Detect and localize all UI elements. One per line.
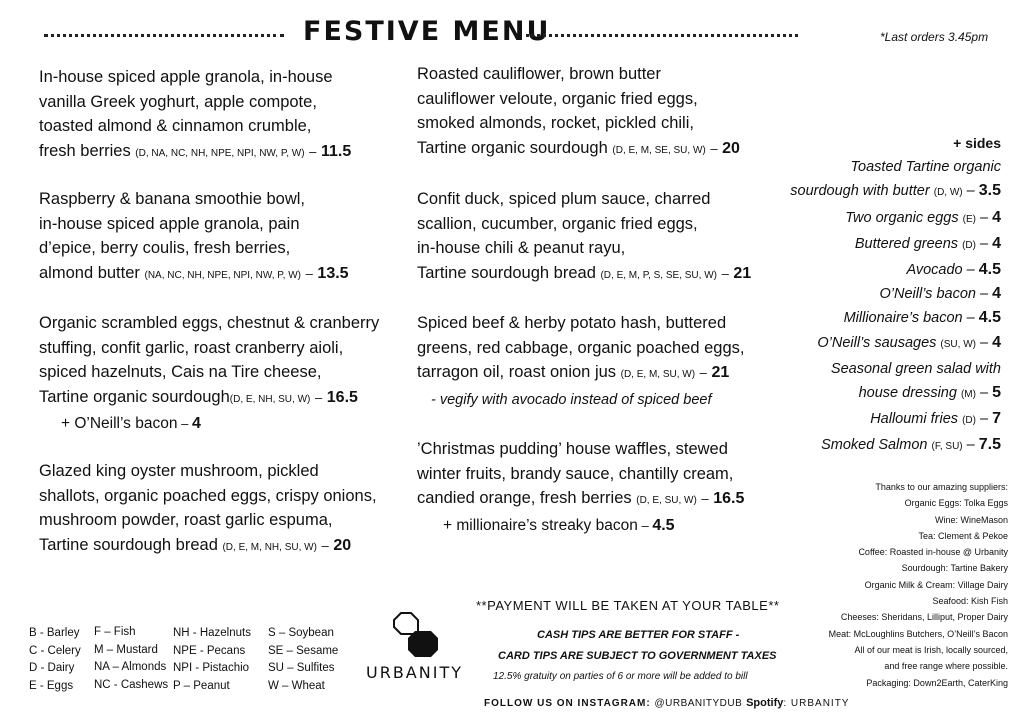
allergen-legend-col-2: F – Fish M – Mustard NA – Almonds NC - Cashews xyxy=(94,626,169,691)
brand-name: URBANITY xyxy=(366,663,463,682)
side-item: Two organic eggs (E) – 4 xyxy=(845,208,1001,226)
allergen-codes: (NA, NC, NH, NPE, NPI, NW, P, W) xyxy=(144,269,301,281)
spotify-label: Spotify xyxy=(746,697,784,709)
price: 21 xyxy=(733,264,752,282)
title-divider-right xyxy=(526,22,798,37)
side-item: Avocado – 4.5 xyxy=(906,261,1001,279)
allergen-codes: (D, NA, NC, NH, NPE, NPI, NW, P, W) xyxy=(135,147,305,159)
dish-scrambled-eggs: Organic scrambled eggs, chestnut & cranberry stuffing, confit garlic, roast cranberry aioli, spiced hazelnuts, Cais na Tire cheese, Tartine organic sourdough(D, E, NH, SU, W) – 16.5 + O’Neill’s bacon – 4 xyxy=(39,311,379,437)
side-item: sourdough with butter (D, W) – 3.5 xyxy=(790,182,1001,200)
dish-confit-duck: Confit duck, spiced plum sauce, charred scallion, cucumber, organic fried eggs, in-house chili & peanut rayu, Tartine sourdough bread (D, E, M, P, S, SE, SU, W) – 21 xyxy=(417,190,752,282)
payment-notice: **PAYMENT WILL BE TAKEN AT YOUR TABLE** xyxy=(476,598,780,613)
sides-list: + sides Toasted Tartine organic sourdough with butter (D, W) – 3.5 Two organic eggs (E) – 4 Buttered greens (D) – 4 Avocado – 4.5 O’Neill’s bacon – 4 Millionaire’s bacon – 4.5 O’Neill’s sausages (SU, W) – 4 Seasonal green salad with house dressing (M) – 5 Halloumi fries (D) – 7 Smoked Salmon (F, SU) – 7.5 xyxy=(790,131,1001,460)
allergen-legend-col-4: S – Soybean SE – Sesame SU – Sulfites W – Wheat xyxy=(268,627,339,692)
allergen-codes: (D, E, NH, SU, W) xyxy=(229,393,311,405)
allergen-codes: (D, E, M, SU, W) xyxy=(620,369,696,380)
allergen-codes: (D, E, M, P, S, SE, SU, W) xyxy=(600,269,717,281)
dish-waffles: ’Christmas pudding’ house waffles, stewed winter fruits, brandy sauce, chantilly cream, candied orange, fresh berries (D, E, SU, W) – 16.5 + millionaire’s streaky bacon – 4.5 xyxy=(417,437,744,538)
price: 11.5 xyxy=(321,142,352,160)
urbanity-logo-icon xyxy=(392,612,440,658)
side-item: Buttered greens (D) – 4 xyxy=(854,234,1001,252)
dish-oyster-mushroom: Glazed king oyster mushroom, pickled shallots, organic poached eggs, crispy onions, mushroom powder, roast garlic espuma, Tartine sourdough bread (D, E, M, NH, SU, W) – 20 xyxy=(39,462,377,554)
allergen-codes: (D, E, M, SE, SU, W) xyxy=(612,144,706,156)
vegify-note: - vegify with avocado instead of spiced beef xyxy=(431,391,712,408)
instagram-handle: @URBANITYDUB xyxy=(654,698,743,709)
addon-streaky-bacon: + millionaire’s streaky bacon – 4.5 xyxy=(443,516,675,534)
price: 21 xyxy=(711,364,730,381)
last-orders-note: *Last orders 3.45pm xyxy=(880,30,989,44)
addon-bacon: + O’Neill’s bacon – 4 xyxy=(61,415,201,432)
suppliers-list: Thanks to our amazing suppliers: Organic Eggs: Tolka Eggs Wine: WineMason Tea: Clement & Pekoe Coffee: Roasted in-house @ Urbanity Sourdough: Tartine Bakery Organic Milk & Cream: Village Dairy Seafood: Kish Fish Cheeses: Sheridans, Lilliput, Proper Dairy Meat: McLoughlins Butchers, O’Neill’s Bacon All of our meat is Irish, locally sourced, and free range where possible. Packaging: Down2Earth, CaterKing xyxy=(828,482,1008,688)
card-tips-note: CARD TIPS ARE SUBJECT TO GOVERNMENT TAXES xyxy=(498,650,777,662)
price: 13.5 xyxy=(317,264,349,282)
social-follow: FOLLOW US ON INSTAGRAM: @URBANITYDUB Spotify: URBANITY xyxy=(484,697,850,709)
price: 16.5 xyxy=(326,388,358,406)
side-item: Millionaire’s bacon – 4.5 xyxy=(843,309,1001,327)
side-item: Smoked Salmon (F, SU) – 7.5 xyxy=(821,436,1001,454)
dish-smoothie-bowl: Raspberry & banana smoothie bowl, in-house spiced apple granola, pain d’epice, berry coulis, fresh berries, almond butter (NA, NC, NH, NPE, NPI, NW, P, W) – 13.5 xyxy=(39,190,349,282)
price: 16.5 xyxy=(713,490,745,507)
side-item: house dressing (M) – 5 xyxy=(858,384,1001,402)
sides-heading: + sides xyxy=(953,135,1001,151)
dish-cauliflower: Roasted cauliflower, brown butter cauliflower veloute, organic fried eggs, smoked almonds, rocket, pickled chili, Tartine organic sourdough (D, E, M, SE, SU, W) – 20 xyxy=(417,65,740,157)
cash-tips-note: CASH TIPS ARE BETTER FOR STAFF - xyxy=(537,629,740,641)
side-item: O’Neill’s bacon – 4 xyxy=(879,285,1001,303)
dish-granola: In-house spiced apple granola, in-house vanilla Greek yoghurt, apple compote, toasted almond & cinnamon crumble, fresh berries (D, NA, NC, NH, NPE, NPI, NW, P, W) – 11.5 xyxy=(39,68,352,160)
gratuity-note: 12.5% gratuity on parties of 6 or more will be added to bill xyxy=(493,671,748,682)
side-item: O’Neill’s sausages (SU, W) – 4 xyxy=(817,333,1001,351)
allergen-legend-col-1: B - Barley C - Celery D - Dairy E - Eggs xyxy=(29,627,81,692)
menu-title: FESTIVE MENU xyxy=(303,16,551,47)
price: 20 xyxy=(722,139,740,157)
side-item: Halloumi fries (D) – 7 xyxy=(870,410,1001,428)
price: 20 xyxy=(333,536,352,554)
allergen-codes: (D, E, SU, W) xyxy=(636,495,697,506)
allergen-codes: (D, E, M, NH, SU, W) xyxy=(222,541,317,553)
dish-spiced-beef: Spiced beef & herby potato hash, buttered greens, red cabbage, organic poached eggs, tarragon oil, roast onion jus (D, E, M, SU, W) – 21 - vegify with avocado instead of spiced beef xyxy=(417,311,745,412)
allergen-legend-col-3: NH - Hazelnuts NPE - Pecans NPI - Pistachio P – Peanut xyxy=(173,627,251,692)
title-divider-left xyxy=(44,22,284,37)
